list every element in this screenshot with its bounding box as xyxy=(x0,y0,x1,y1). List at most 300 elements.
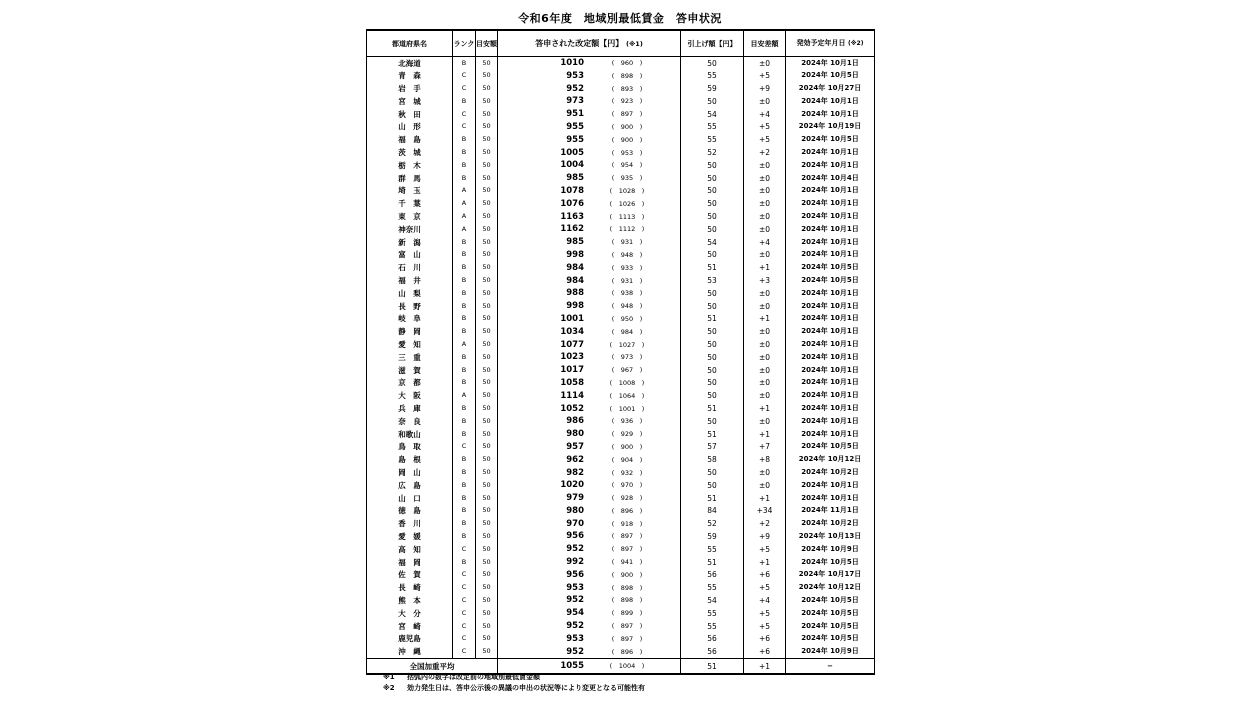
diff-cell: ±0 xyxy=(744,211,786,224)
table-row xyxy=(367,377,875,390)
table-row xyxy=(367,83,875,96)
diff-cell: ±0 xyxy=(744,339,786,352)
date-cell: 2024年 10月1日 xyxy=(786,108,875,121)
rank-cell: A xyxy=(453,390,476,403)
pref-cell: 群 馬 xyxy=(367,172,453,185)
target-cell: 50 xyxy=(476,377,498,390)
table-row xyxy=(367,646,875,659)
diff-cell: +9 xyxy=(744,530,786,543)
target-cell: 50 xyxy=(476,159,498,172)
average-date: − xyxy=(786,659,875,675)
target-cell: 50 xyxy=(476,594,498,607)
pref-cell: 広 島 xyxy=(367,479,453,492)
diff-cell: ±0 xyxy=(744,159,786,172)
target-cell: 50 xyxy=(476,351,498,364)
increase-cell: 50 xyxy=(681,390,744,403)
table-row xyxy=(367,620,875,633)
table-row xyxy=(367,441,875,454)
rank-cell: A xyxy=(453,198,476,211)
table-row xyxy=(367,172,875,185)
date-cell: 2024年 10月1日 xyxy=(786,211,875,224)
target-cell: 50 xyxy=(476,479,498,492)
rank-cell: A xyxy=(453,211,476,224)
date-cell: 2024年 10月5日 xyxy=(786,275,875,288)
date-cell: 2024年 10月9日 xyxy=(786,543,875,556)
rank-cell: C xyxy=(453,70,476,83)
amount-cell: 985 ( 931 ) xyxy=(498,236,681,249)
target-cell: 50 xyxy=(476,198,498,211)
table-row xyxy=(367,300,875,313)
rank-cell: B xyxy=(453,403,476,416)
target-cell: 50 xyxy=(476,185,498,198)
amount-cell: 951 ( 897 ) xyxy=(498,108,681,121)
amount-cell: 952 ( 896 ) xyxy=(498,646,681,659)
rank-cell: B xyxy=(453,249,476,262)
header-diff: 目安差額 xyxy=(744,30,786,57)
pref-cell: 高 知 xyxy=(367,543,453,556)
table-row xyxy=(367,134,875,147)
amount-cell: 992 ( 941 ) xyxy=(498,556,681,569)
date-cell: 2024年 10月12日 xyxy=(786,582,875,595)
increase-cell: 50 xyxy=(681,479,744,492)
rank-cell: B xyxy=(453,428,476,441)
pref-cell: 福 岡 xyxy=(367,556,453,569)
rank-cell: B xyxy=(453,364,476,377)
diff-cell: +6 xyxy=(744,646,786,659)
date-cell: 2024年 10月9日 xyxy=(786,646,875,659)
date-cell: 2024年 10月1日 xyxy=(786,287,875,300)
amount-cell: 953 ( 898 ) xyxy=(498,582,681,595)
amount-cell: 986 ( 936 ) xyxy=(498,415,681,428)
rank-cell: B xyxy=(453,147,476,160)
pref-cell: 岩 手 xyxy=(367,83,453,96)
date-cell: 2024年 10月5日 xyxy=(786,620,875,633)
rank-cell: C xyxy=(453,121,476,134)
pref-cell: 山 梨 xyxy=(367,287,453,300)
pref-cell: 大 阪 xyxy=(367,390,453,403)
table-row xyxy=(367,57,875,70)
diff-cell: ±0 xyxy=(744,57,786,70)
amount-cell: 985 ( 935 ) xyxy=(498,172,681,185)
amount-cell: 1058 ( 1008 ) xyxy=(498,377,681,390)
table-row xyxy=(367,95,875,108)
rank-cell: B xyxy=(453,326,476,339)
amount-cell: 979 ( 928 ) xyxy=(498,492,681,505)
target-cell: 50 xyxy=(476,249,498,262)
amount-cell: 982 ( 932 ) xyxy=(498,467,681,480)
pref-cell: 福 井 xyxy=(367,275,453,288)
header-pref: 都道府県名 xyxy=(367,30,453,57)
target-cell: 50 xyxy=(476,441,498,454)
target-cell: 50 xyxy=(476,211,498,224)
table-row xyxy=(367,339,875,352)
target-cell: 50 xyxy=(476,505,498,518)
target-cell: 50 xyxy=(476,530,498,543)
rank-cell: C xyxy=(453,108,476,121)
pref-cell: 茨 城 xyxy=(367,147,453,160)
date-cell: 2024年 10月1日 xyxy=(786,198,875,211)
table-row xyxy=(367,223,875,236)
table-row xyxy=(367,454,875,467)
target-cell: 50 xyxy=(476,582,498,595)
amount-cell: 1020 ( 970 ) xyxy=(498,479,681,492)
increase-cell: 51 xyxy=(681,262,744,275)
diff-cell: ±0 xyxy=(744,287,786,300)
increase-cell: 50 xyxy=(681,223,744,236)
target-cell: 50 xyxy=(476,262,498,275)
date-cell: 2024年 10月5日 xyxy=(786,556,875,569)
pref-cell: 千 葉 xyxy=(367,198,453,211)
date-cell: 2024年 10月1日 xyxy=(786,339,875,352)
date-cell: 2024年 10月4日 xyxy=(786,172,875,185)
date-cell: 2024年 10月5日 xyxy=(786,262,875,275)
date-cell: 2024年 10月5日 xyxy=(786,134,875,147)
date-cell: 2024年 10月1日 xyxy=(786,159,875,172)
increase-cell: 52 xyxy=(681,147,744,160)
target-cell: 50 xyxy=(476,569,498,582)
table-row xyxy=(367,159,875,172)
pref-cell: 鹿児島 xyxy=(367,633,453,646)
amount-cell: 1078 ( 1028 ) xyxy=(498,185,681,198)
table-row xyxy=(367,262,875,275)
pref-cell: 京 都 xyxy=(367,377,453,390)
diff-cell: ±0 xyxy=(744,377,786,390)
date-cell: 2024年 10月1日 xyxy=(786,415,875,428)
diff-cell: ±0 xyxy=(744,249,786,262)
increase-cell: 50 xyxy=(681,185,744,198)
date-cell: 2024年 10月5日 xyxy=(786,441,875,454)
amount-cell: 1052 ( 1001 ) xyxy=(498,403,681,416)
table-row xyxy=(367,569,875,582)
amount-cell: 952 ( 897 ) xyxy=(498,620,681,633)
page-title: 令和6年度 地域別最低賃金 答申状況 xyxy=(518,12,722,25)
rank-cell: A xyxy=(453,223,476,236)
date-cell: 2024年 10月13日 xyxy=(786,530,875,543)
target-cell: 50 xyxy=(476,620,498,633)
target-cell: 50 xyxy=(476,57,498,70)
rank-cell: B xyxy=(453,57,476,70)
amount-cell: 956 ( 900 ) xyxy=(498,569,681,582)
date-cell: 2024年 10月1日 xyxy=(786,223,875,236)
pref-cell: 東 京 xyxy=(367,211,453,224)
pref-cell: 宮 城 xyxy=(367,95,453,108)
diff-cell: +3 xyxy=(744,275,786,288)
increase-cell: 57 xyxy=(681,441,744,454)
pref-cell: 青 森 xyxy=(367,70,453,83)
target-cell: 50 xyxy=(476,518,498,531)
increase-cell: 59 xyxy=(681,83,744,96)
target-cell: 50 xyxy=(476,147,498,160)
rank-cell: C xyxy=(453,607,476,620)
pref-cell: 栃 木 xyxy=(367,159,453,172)
diff-cell: ±0 xyxy=(744,326,786,339)
header-rank: ランク xyxy=(453,30,476,57)
table-row xyxy=(367,351,875,364)
increase-cell: 55 xyxy=(681,582,744,595)
table-row xyxy=(367,505,875,518)
diff-cell: +1 xyxy=(744,313,786,326)
target-cell: 50 xyxy=(476,313,498,326)
increase-cell: 51 xyxy=(681,403,744,416)
increase-cell: 50 xyxy=(681,339,744,352)
diff-cell: ±0 xyxy=(744,479,786,492)
target-cell: 50 xyxy=(476,467,498,480)
increase-cell: 50 xyxy=(681,172,744,185)
increase-cell: 50 xyxy=(681,377,744,390)
increase-cell: 54 xyxy=(681,236,744,249)
increase-cell: 51 xyxy=(681,428,744,441)
rank-cell: B xyxy=(453,518,476,531)
diff-cell: +5 xyxy=(744,121,786,134)
date-cell: 2024年 10月1日 xyxy=(786,326,875,339)
table-row xyxy=(367,518,875,531)
rank-cell: B xyxy=(453,556,476,569)
table-row xyxy=(367,479,875,492)
date-cell: 2024年 10月1日 xyxy=(786,57,875,70)
diff-cell: +9 xyxy=(744,83,786,96)
target-cell: 50 xyxy=(476,428,498,441)
rank-cell: B xyxy=(453,454,476,467)
table-row xyxy=(367,582,875,595)
table-row xyxy=(367,364,875,377)
diff-cell: +6 xyxy=(744,633,786,646)
amount-cell: 953 ( 898 ) xyxy=(498,70,681,83)
header-amount: 答申された改定額【円】 (※1) xyxy=(498,30,681,57)
target-cell: 50 xyxy=(476,403,498,416)
target-cell: 50 xyxy=(476,223,498,236)
header-increase: 引上げ額【円】 xyxy=(681,30,744,57)
pref-cell: 滋 賀 xyxy=(367,364,453,377)
pref-cell: 熊 本 xyxy=(367,594,453,607)
amount-cell: 998 ( 948 ) xyxy=(498,300,681,313)
rank-cell: C xyxy=(453,582,476,595)
rank-cell: B xyxy=(453,505,476,518)
amount-cell: 973 ( 923 ) xyxy=(498,95,681,108)
rank-cell: B xyxy=(453,479,476,492)
date-cell: 2024年 10月17日 xyxy=(786,569,875,582)
rank-cell: C xyxy=(453,633,476,646)
date-cell: 2024年 10月5日 xyxy=(786,70,875,83)
diff-cell: +5 xyxy=(744,620,786,633)
table-row xyxy=(367,275,875,288)
increase-cell: 50 xyxy=(681,300,744,313)
target-cell: 50 xyxy=(476,492,498,505)
pref-cell: 鳥 取 xyxy=(367,441,453,454)
date-cell: 2024年 10月1日 xyxy=(786,236,875,249)
increase-cell: 50 xyxy=(681,249,744,262)
date-cell: 2024年 10月1日 xyxy=(786,492,875,505)
amount-cell: 952 ( 897 ) xyxy=(498,543,681,556)
target-cell: 50 xyxy=(476,339,498,352)
rank-cell: C xyxy=(453,441,476,454)
target-cell: 50 xyxy=(476,275,498,288)
target-cell: 50 xyxy=(476,364,498,377)
target-cell: 50 xyxy=(476,633,498,646)
amount-cell: 953 ( 897 ) xyxy=(498,633,681,646)
diff-cell: +5 xyxy=(744,543,786,556)
pref-cell: 富 山 xyxy=(367,249,453,262)
target-cell: 50 xyxy=(476,415,498,428)
pref-cell: 埼 玉 xyxy=(367,185,453,198)
average-label: 全国加重平均 xyxy=(367,659,498,675)
table-row xyxy=(367,403,875,416)
diff-cell: +5 xyxy=(744,582,786,595)
amount-cell: 957 ( 900 ) xyxy=(498,441,681,454)
amount-cell: 952 ( 898 ) xyxy=(498,594,681,607)
amount-cell: 1034 ( 984 ) xyxy=(498,326,681,339)
diff-cell: +4 xyxy=(744,594,786,607)
table-row xyxy=(367,211,875,224)
date-cell: 2024年 11月1日 xyxy=(786,505,875,518)
pref-cell: 島 根 xyxy=(367,454,453,467)
table-row xyxy=(367,121,875,134)
table-row xyxy=(367,108,875,121)
increase-cell: 50 xyxy=(681,351,744,364)
target-cell: 50 xyxy=(476,454,498,467)
amount-cell: 952 ( 893 ) xyxy=(498,83,681,96)
date-cell: 2024年 10月2日 xyxy=(786,467,875,480)
target-cell: 50 xyxy=(476,543,498,556)
rank-cell: B xyxy=(453,172,476,185)
table-row xyxy=(367,415,875,428)
diff-cell: +8 xyxy=(744,454,786,467)
table-row xyxy=(367,249,875,262)
diff-cell: +1 xyxy=(744,492,786,505)
pref-cell: 香 川 xyxy=(367,518,453,531)
average-increase: 51 xyxy=(681,659,744,675)
amount-cell: 1162 ( 1112 ) xyxy=(498,223,681,236)
pref-cell: 石 川 xyxy=(367,262,453,275)
rank-cell: B xyxy=(453,236,476,249)
pref-cell: 秋 田 xyxy=(367,108,453,121)
diff-cell: +1 xyxy=(744,428,786,441)
pref-cell: 和歌山 xyxy=(367,428,453,441)
date-cell: 2024年 10月1日 xyxy=(786,300,875,313)
date-cell: 2024年 10月1日 xyxy=(786,364,875,377)
amount-cell: 1017 ( 967 ) xyxy=(498,364,681,377)
target-cell: 50 xyxy=(476,95,498,108)
target-cell: 50 xyxy=(476,108,498,121)
amount-cell: 980 ( 929 ) xyxy=(498,428,681,441)
increase-cell: 54 xyxy=(681,594,744,607)
rank-cell: B xyxy=(453,262,476,275)
table-row xyxy=(367,556,875,569)
increase-cell: 54 xyxy=(681,108,744,121)
increase-cell: 50 xyxy=(681,198,744,211)
target-cell: 50 xyxy=(476,300,498,313)
rank-cell: B xyxy=(453,287,476,300)
rank-cell: B xyxy=(453,530,476,543)
amount-cell: 980 ( 896 ) xyxy=(498,505,681,518)
table-row xyxy=(367,147,875,160)
increase-cell: 51 xyxy=(681,556,744,569)
amount-cell: 1001 ( 950 ) xyxy=(498,313,681,326)
amount-cell: 1004 ( 954 ) xyxy=(498,159,681,172)
diff-cell: +1 xyxy=(744,556,786,569)
amount-cell: 988 ( 938 ) xyxy=(498,287,681,300)
pref-cell: 長 野 xyxy=(367,300,453,313)
date-cell: 2024年 10月1日 xyxy=(786,390,875,403)
rank-cell: B xyxy=(453,492,476,505)
diff-cell: ±0 xyxy=(744,223,786,236)
diff-cell: +34 xyxy=(744,505,786,518)
amount-cell: 998 ( 948 ) xyxy=(498,249,681,262)
target-cell: 50 xyxy=(476,326,498,339)
increase-cell: 55 xyxy=(681,70,744,83)
diff-cell: +2 xyxy=(744,518,786,531)
pref-cell: 奈 良 xyxy=(367,415,453,428)
diff-cell: ±0 xyxy=(744,415,786,428)
diff-cell: +4 xyxy=(744,108,786,121)
table-row xyxy=(367,70,875,83)
diff-cell: ±0 xyxy=(744,364,786,377)
increase-cell: 50 xyxy=(681,95,744,108)
increase-cell: 50 xyxy=(681,467,744,480)
average-diff: +1 xyxy=(744,659,786,675)
diff-cell: ±0 xyxy=(744,95,786,108)
table-row xyxy=(367,467,875,480)
table-row xyxy=(367,594,875,607)
date-cell: 2024年 10月1日 xyxy=(786,313,875,326)
diff-cell: +7 xyxy=(744,441,786,454)
amount-cell: 1114 ( 1064 ) xyxy=(498,390,681,403)
increase-cell: 55 xyxy=(681,134,744,147)
target-cell: 50 xyxy=(476,287,498,300)
pref-cell: 神奈川 xyxy=(367,223,453,236)
rank-cell: B xyxy=(453,415,476,428)
header-date: 発効予定年月日 (※2) xyxy=(786,30,875,57)
increase-cell: 50 xyxy=(681,326,744,339)
rank-cell: C xyxy=(453,569,476,582)
table-row xyxy=(367,543,875,556)
diff-cell: +1 xyxy=(744,262,786,275)
diff-cell: ±0 xyxy=(744,300,786,313)
minimum-wage-table xyxy=(366,29,875,675)
target-cell: 50 xyxy=(476,70,498,83)
increase-cell: 55 xyxy=(681,543,744,556)
diff-cell: ±0 xyxy=(744,390,786,403)
rank-cell: B xyxy=(453,95,476,108)
pref-cell: 佐 賀 xyxy=(367,569,453,582)
footnotes xyxy=(383,672,645,694)
diff-cell: +4 xyxy=(744,236,786,249)
amount-cell: 955 ( 900 ) xyxy=(498,121,681,134)
average-amount: 1055 ( 1004 ) xyxy=(498,659,681,675)
increase-cell: 51 xyxy=(681,313,744,326)
amount-cell: 962 ( 904 ) xyxy=(498,454,681,467)
rank-cell: B xyxy=(453,275,476,288)
amount-cell: 955 ( 900 ) xyxy=(498,134,681,147)
diff-cell: ±0 xyxy=(744,198,786,211)
date-cell: 2024年 10月2日 xyxy=(786,518,875,531)
date-cell: 2024年 10月5日 xyxy=(786,607,875,620)
date-cell: 2024年 10月1日 xyxy=(786,95,875,108)
pref-cell: 大 分 xyxy=(367,607,453,620)
diff-cell: ±0 xyxy=(744,351,786,364)
rank-cell: B xyxy=(453,467,476,480)
date-cell: 2024年 10月1日 xyxy=(786,479,875,492)
increase-cell: 50 xyxy=(681,211,744,224)
increase-cell: 56 xyxy=(681,646,744,659)
table-row xyxy=(367,390,875,403)
increase-cell: 52 xyxy=(681,518,744,531)
pref-cell: 新 潟 xyxy=(367,236,453,249)
rank-cell: B xyxy=(453,313,476,326)
pref-cell: 兵 庫 xyxy=(367,403,453,416)
rank-cell: B xyxy=(453,159,476,172)
diff-cell: +5 xyxy=(744,70,786,83)
pref-cell: 北海道 xyxy=(367,57,453,70)
